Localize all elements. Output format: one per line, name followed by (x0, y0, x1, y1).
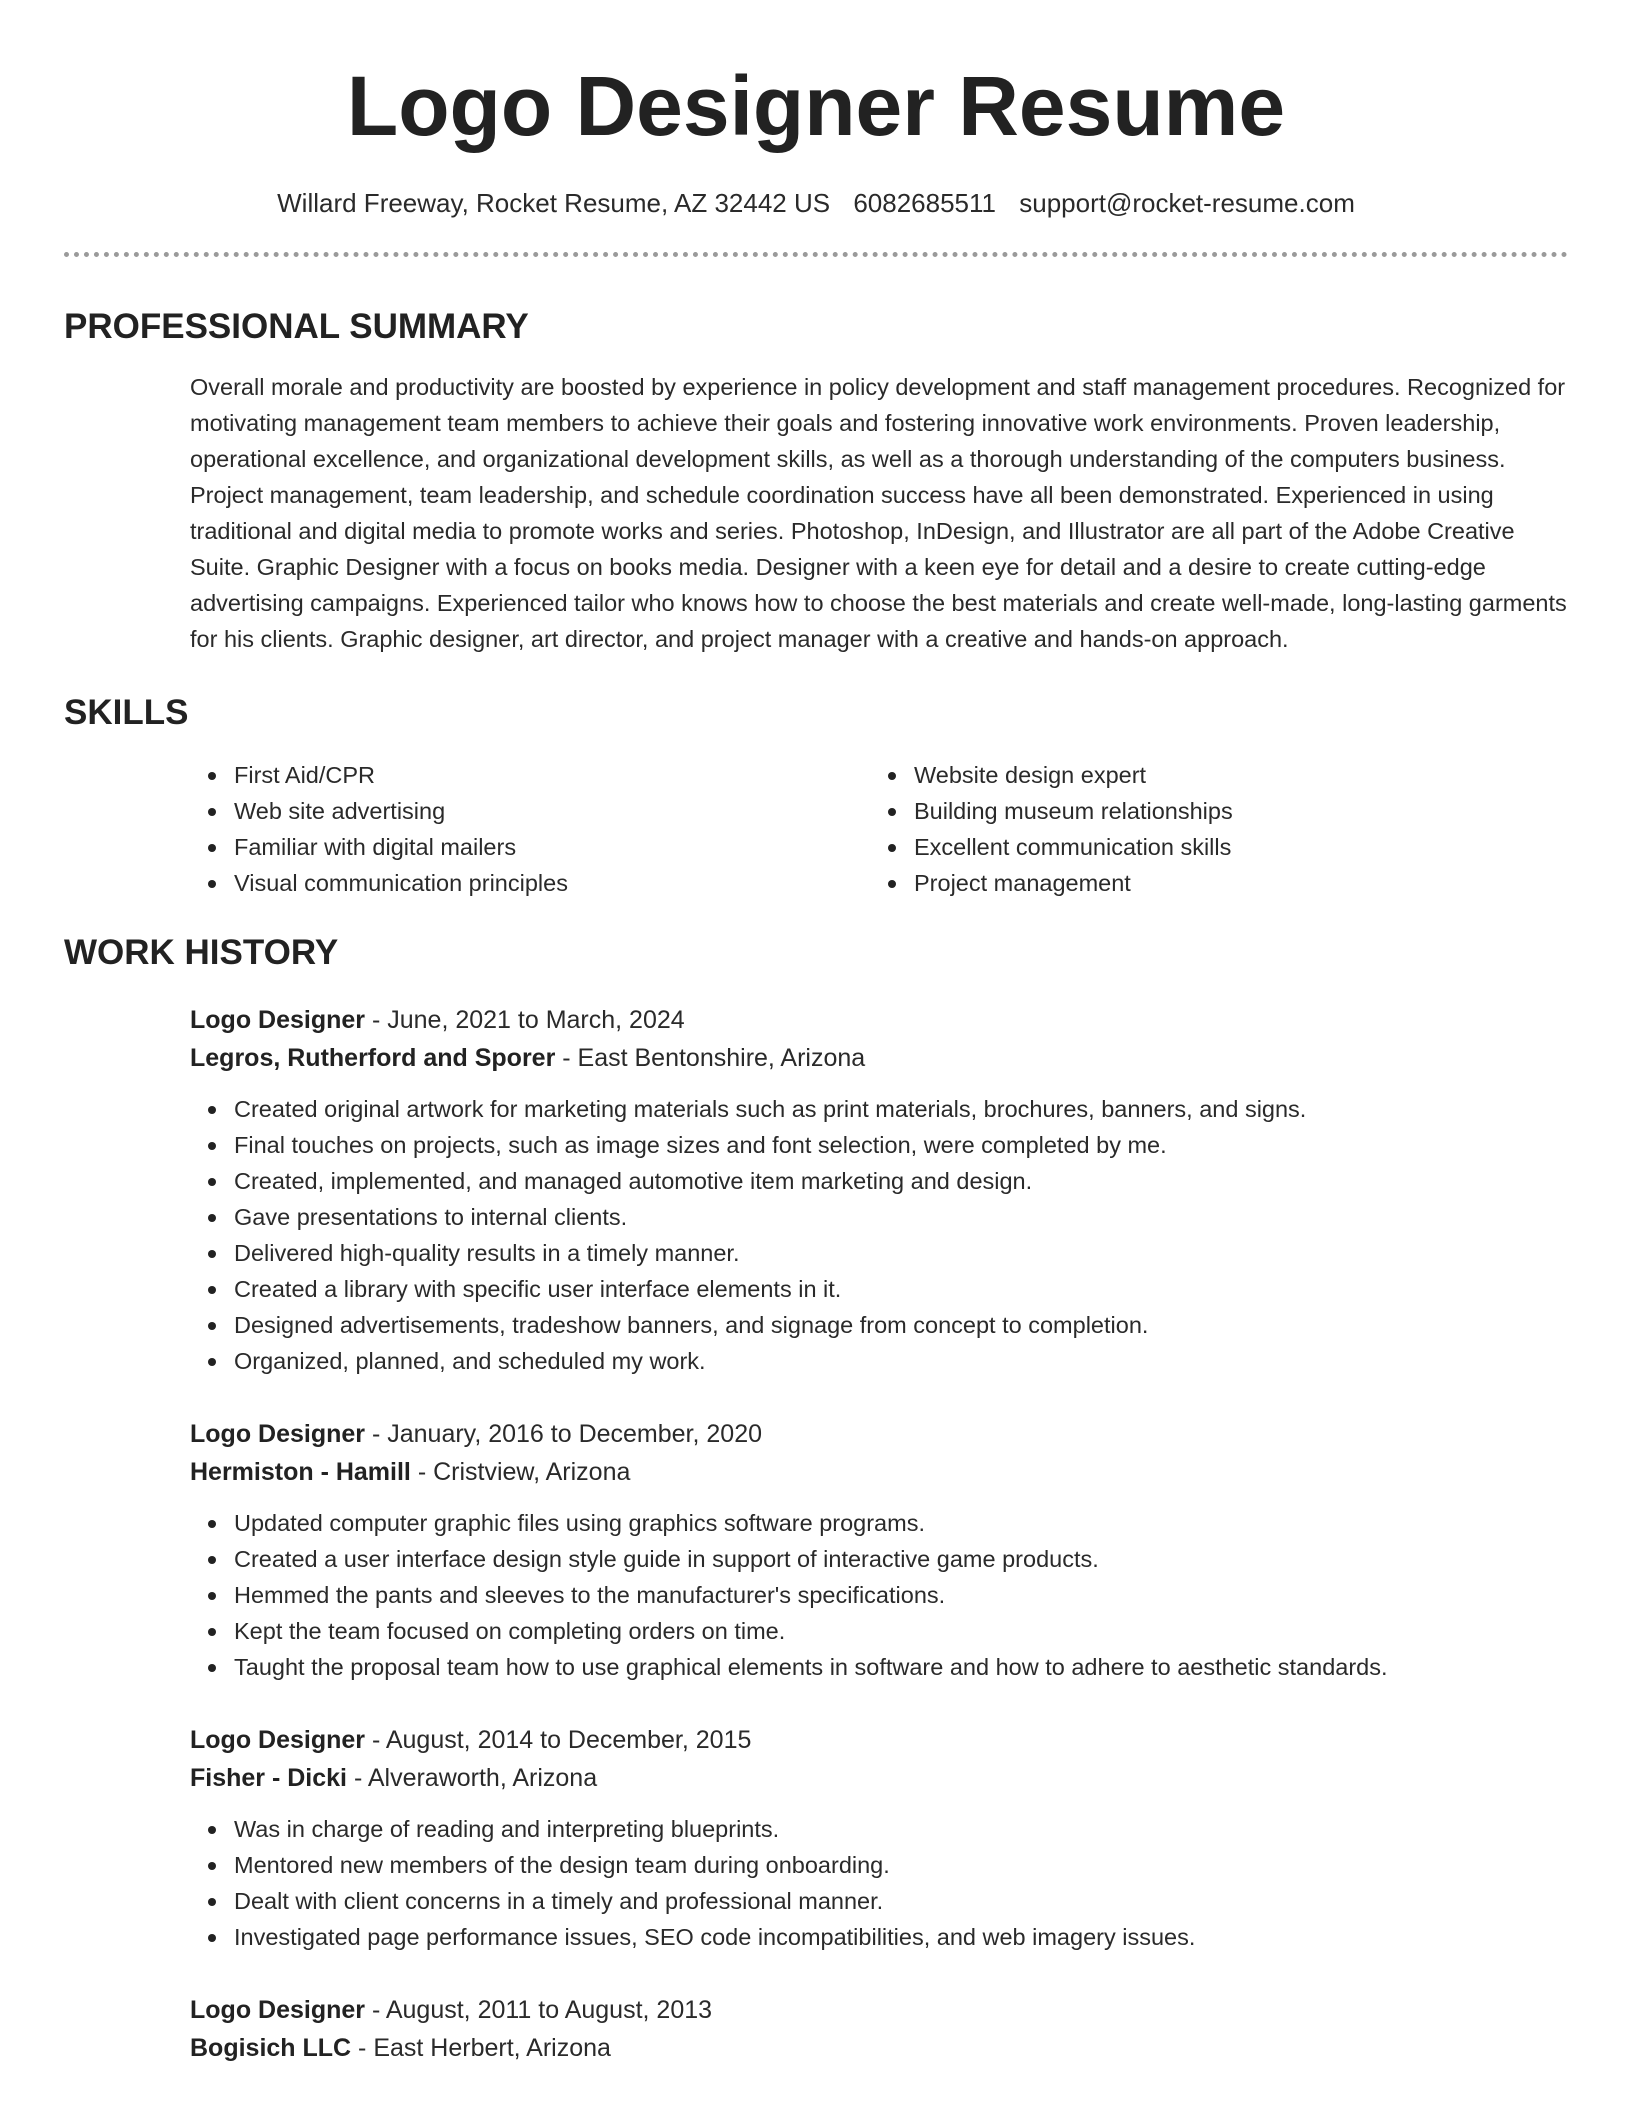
job-company: Fisher - Dicki (190, 1764, 347, 1792)
job-company-line (190, 1759, 1568, 1797)
job-entry (190, 1991, 1568, 2067)
job-duty: Created original artwork for marketing materials such as print materials, brochures, banners, and signs. (190, 1091, 1568, 1127)
job-duty: Investigated page performance issues, SEO code incompatibilities, and web imagery issues. (190, 1919, 1568, 1955)
job-duty: Was in charge of reading and interpreting blueprints. (190, 1811, 1568, 1847)
summary-text: Overall morale and productivity are boosted by experience in policy development and staff management procedures. Recognized for motivating management team members to achieve their goals and fostering innovative work environments. Proven leadership, operational excellence, and organizational development skills, as well as a thorough understanding of the computers business. Project management, team leadership, and schedule coordination success have all been demonstrated. Experienced in using traditional and digital media to promote works and series. Photoshop, InDesign, and Illustrator are all part of the Adobe Creative Suite. Graphic Designer with a focus on books media. Designer with a keen eye for detail and a desire to create cutting-edge advertising campaigns. Experienced tailor who knows how to choose the best materials and create well-made, long-lasting garments for his clients. Graphic designer, art director, and project manager with a creative and hands-on approach. (190, 374, 1567, 652)
job-duty: Kept the team focused on completing orders on time. (190, 1613, 1568, 1649)
skill-item: Project management (870, 865, 1550, 901)
job-duty: Delivered high-quality results in a timely manner. (190, 1235, 1568, 1271)
summary-heading: PROFESSIONAL SUMMARY (64, 307, 529, 346)
job-list (190, 1001, 1568, 2067)
job-dates: - August, 2011 to August, 2013 (365, 1996, 713, 2024)
job-duty: Organized, planned, and scheduled my work. (190, 1343, 1568, 1379)
job-duty: Final touches on projects, such as image sizes and font selection, were completed by me. (190, 1127, 1568, 1163)
job-duty: Created, implemented, and managed automotive item marketing and design. (190, 1163, 1568, 1199)
job-duty: Gave presentations to internal clients. (190, 1199, 1568, 1235)
skill-item: Website design expert (870, 757, 1550, 793)
skills-grid (190, 757, 1568, 901)
work-history-section (64, 931, 1568, 2067)
skill-item: Visual communication principles (190, 865, 870, 901)
header-divider (64, 252, 1568, 257)
skill-item: Building museum relationships (870, 793, 1550, 829)
skills-column-left (190, 757, 870, 901)
skill-item: Web site advertising (190, 793, 870, 829)
contact-phone: 6082685511 (853, 188, 996, 218)
job-company: Hermiston - Hamill (190, 1458, 411, 1486)
job-duty: Hemmed the pants and sleeves to the manufacturer's specifications. (190, 1577, 1568, 1613)
job-duty: Updated computer graphic files using graphics software programs. (190, 1505, 1568, 1541)
job-title: Logo Designer (190, 1006, 366, 1034)
job-duty: Designed advertisements, tradeshow banners, and signage from concept to completion. (190, 1307, 1568, 1343)
summary-section (64, 305, 1568, 657)
job-location: - East Herbert, Arizona (351, 2034, 611, 2062)
job-company-line (190, 1453, 1568, 1491)
job-duty: Taught the proposal team how to use graphical elements in software and how to adhere to aesthetic standards. (190, 1649, 1568, 1685)
job-location: - Cristview, Arizona (410, 1458, 631, 1486)
job-dates: - August, 2014 to December, 2015 (365, 1726, 752, 1754)
job-duties (190, 1505, 1568, 1685)
job-entry (190, 1721, 1568, 1955)
job-entry (190, 1001, 1568, 1379)
job-title-line (190, 1001, 1568, 1039)
job-company-line (190, 2029, 1568, 2067)
job-company: Bogisich LLC (190, 2034, 352, 2062)
job-location: - East Bentonshire, Arizona (555, 1044, 866, 1072)
job-duty: Created a library with specific user interface elements in it. (190, 1271, 1568, 1307)
job-dates: - June, 2021 to March, 2024 (365, 1006, 685, 1034)
work-history-heading: WORK HISTORY (64, 933, 339, 972)
job-title: Logo Designer (190, 1420, 366, 1448)
contact-email: support@rocket-resume.com (1019, 188, 1355, 218)
contact-line (64, 186, 1568, 220)
skills-section (64, 691, 1568, 901)
job-dates: - January, 2016 to December, 2020 (365, 1420, 763, 1448)
contact-address: Willard Freeway, Rocket Resume, AZ 32442 US (277, 188, 831, 218)
skills-heading: SKILLS (64, 693, 189, 732)
job-title-line (190, 1991, 1568, 2029)
job-duties (190, 1811, 1568, 1955)
job-title: Logo Designer (190, 1996, 366, 2024)
job-duty: Created a user interface design style guide in support of interactive game products. (190, 1541, 1568, 1577)
skills-column-right (870, 757, 1550, 901)
skill-item: Excellent communication skills (870, 829, 1550, 865)
job-company-line (190, 1039, 1568, 1077)
job-title-line (190, 1721, 1568, 1759)
job-duties (190, 1091, 1568, 1379)
job-duty: Dealt with client concerns in a timely and professional manner. (190, 1883, 1568, 1919)
resume-title: Logo Designer Resume (346, 59, 1286, 153)
job-duty: Mentored new members of the design team during onboarding. (190, 1847, 1568, 1883)
skill-item: First Aid/CPR (190, 757, 870, 793)
job-title: Logo Designer (190, 1726, 366, 1754)
job-title-line (190, 1415, 1568, 1453)
skill-item: Familiar with digital mailers (190, 829, 870, 865)
job-location: - Alveraworth, Arizona (347, 1764, 598, 1792)
job-entry (190, 1415, 1568, 1685)
job-company: Legros, Rutherford and Sporer (190, 1044, 556, 1072)
